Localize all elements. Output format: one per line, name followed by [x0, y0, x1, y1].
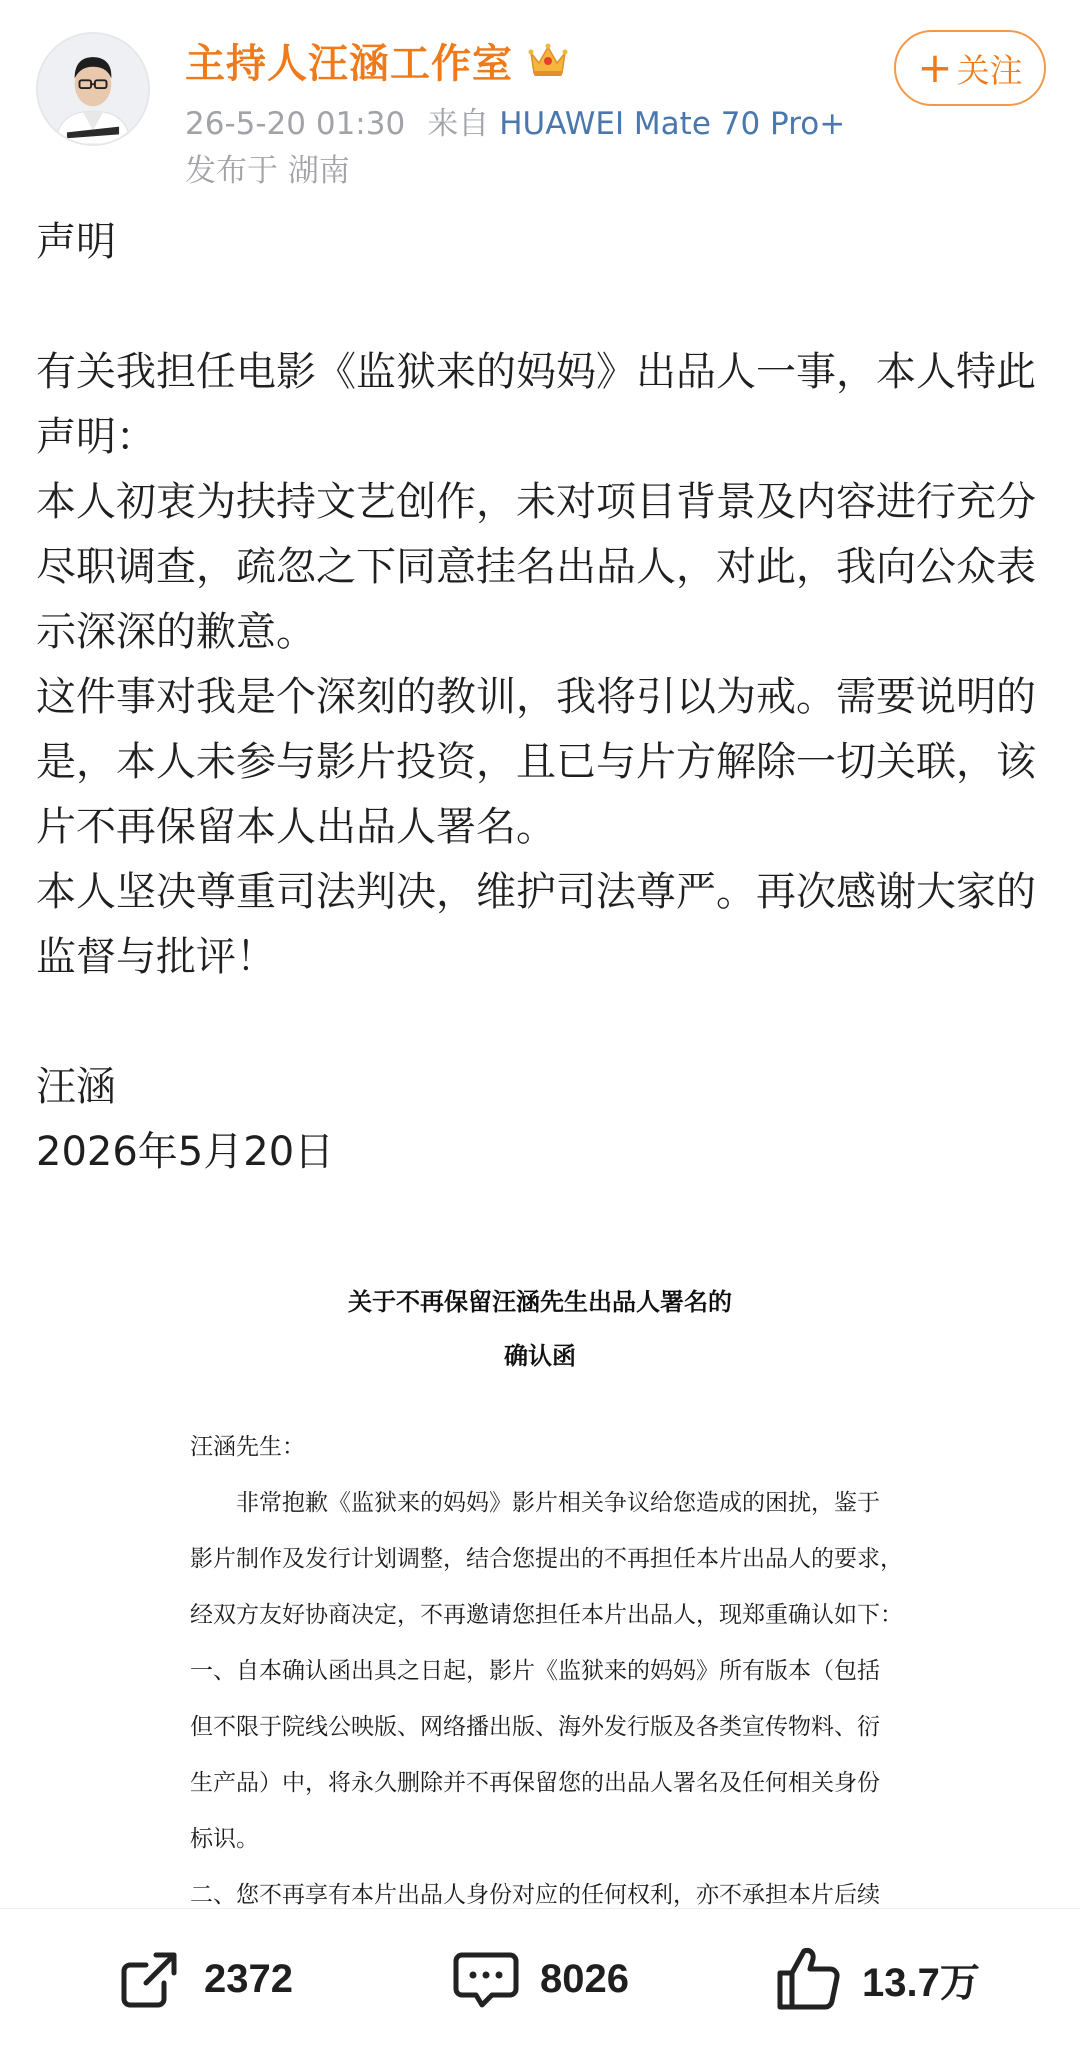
- username[interactable]: 主持人汪涵工作室: [185, 40, 513, 87]
- letter-image[interactable]: [0, 1230, 1080, 1908]
- share-icon: [112, 1941, 188, 2017]
- spacer: [36, 275, 1046, 340]
- like-icon: [770, 1941, 846, 2017]
- post-meta: [185, 98, 867, 143]
- post-signature: 汪涵: [36, 1064, 116, 1110]
- crown-icon: [527, 41, 569, 79]
- post-paragraph: 本人坚决尊重司法判决，维护司法尊严。再次感谢大家的监督与批评！: [36, 869, 1036, 980]
- device-link[interactable]: HUAWEI Mate 70 Pro+: [499, 106, 846, 142]
- post-date: 2026年5月20日: [36, 1129, 335, 1175]
- avatar[interactable]: [36, 32, 150, 146]
- letter-line: 汪涵先生：: [190, 1434, 305, 1460]
- post-paragraph: 本人初衷为扶持文艺创作，未对项目背景及内容进行充分尽职调查，疏忽之下同意挂名出品人，对此，我向公众表示深深的歉意。: [36, 479, 1036, 655]
- letter-line: 标识。: [190, 1826, 259, 1852]
- letter-title: 关于不再保留汪涵先生出品人署名的: [348, 1287, 732, 1316]
- letter-line: 影片制作及发行计划调整，结合您提出的不再担任本片出品人的要求，: [190, 1546, 903, 1572]
- spacer: [36, 990, 1046, 1055]
- follow-label: 关注: [956, 50, 1023, 90]
- share-button[interactable]: [112, 1937, 293, 2021]
- letter-line: 二、您不再享有本片出品人身份对应的任何权利，亦不承担本片后续: [190, 1882, 880, 1908]
- post-header: [0, 0, 1080, 200]
- letter-line: 但不限于院线公映版、网络播出版、海外发行版及各类宣传物料、衍: [190, 1714, 880, 1740]
- post-title: 声明: [36, 219, 116, 265]
- post-paragraph: 有关我担任电影《监狱来的妈妈》出品人一事，本人特此声明：: [36, 349, 1036, 460]
- action-bar: [0, 1908, 1080, 2049]
- comment-button[interactable]: [448, 1937, 629, 2021]
- post-paragraph: 这件事对我是个深刻的教训，我将引以为戒。需要说明的是，本人未参与影片投资，且已与片方解除一切关联，该片不再保留本人出品人署名。: [36, 674, 1036, 850]
- post-location: 发布于 湖南: [185, 153, 350, 189]
- username-row: [185, 30, 569, 90]
- letter-line: 一、自本确认函出具之日起，影片《监狱来的妈妈》所有版本（包括: [190, 1658, 880, 1684]
- source-prefix: 来自: [427, 106, 490, 142]
- follow-button[interactable]: [894, 30, 1046, 106]
- letter-line: 经双方友好协商决定，不再邀请您担任本片出品人，现郑重确认如下：: [190, 1602, 903, 1628]
- letter-line: 生产品）中，将永久删除并不再保留您的出品人署名及任何相关身份: [190, 1770, 880, 1796]
- letter-line: 非常抱歉《监狱来的妈妈》影片相关争议给您造成的困扰，鉴于: [190, 1490, 880, 1516]
- like-button[interactable]: [770, 1937, 980, 2021]
- like-count: 13.7万: [862, 1960, 980, 2005]
- comment-count: 8026: [540, 1956, 629, 2001]
- post-body: [36, 210, 1046, 1185]
- timestamp: 26-5-20 01:30: [185, 106, 406, 142]
- plus-icon: +: [917, 43, 953, 92]
- letter-subtitle: 确认函: [504, 1341, 576, 1370]
- share-count: 2372: [204, 1956, 293, 2001]
- comment-icon: [448, 1941, 524, 2017]
